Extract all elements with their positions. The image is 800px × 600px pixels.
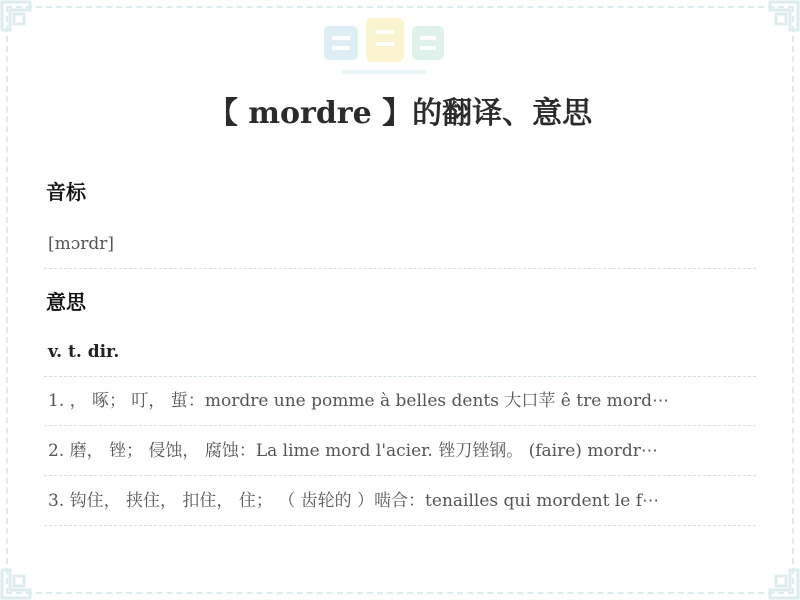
page-title: 【 mordre 】的翻译、意思	[207, 96, 593, 131]
corner-ornament	[762, 0, 800, 38]
phonetic-heading: 音标	[46, 180, 86, 204]
site-logo	[322, 16, 446, 82]
corner-ornament	[762, 562, 800, 600]
definition-item: 2. 磨， 锉； 侵蚀， 腐蚀：La lime mord l'acier. 锉刀锉钢。 (faire) mordr⋯	[44, 427, 756, 476]
corner-ornament	[0, 0, 38, 38]
corner-ornament	[0, 562, 38, 600]
definition-item: 3. 钩住， 挟住， 扣住， 住； （ 齿轮的 ）啮合：tenailles qui mordent le f⋯	[44, 477, 756, 526]
definition-item: 1. ， 啄； 叮， 蜇：mordre une pomme à belles dents 大口苹 ê tre mord⋯	[44, 377, 756, 426]
part-of-speech: v. t. dir.	[44, 328, 756, 377]
phonetic-value: [mɔrdr]	[44, 220, 756, 269]
meaning-heading: 意思	[46, 290, 86, 314]
